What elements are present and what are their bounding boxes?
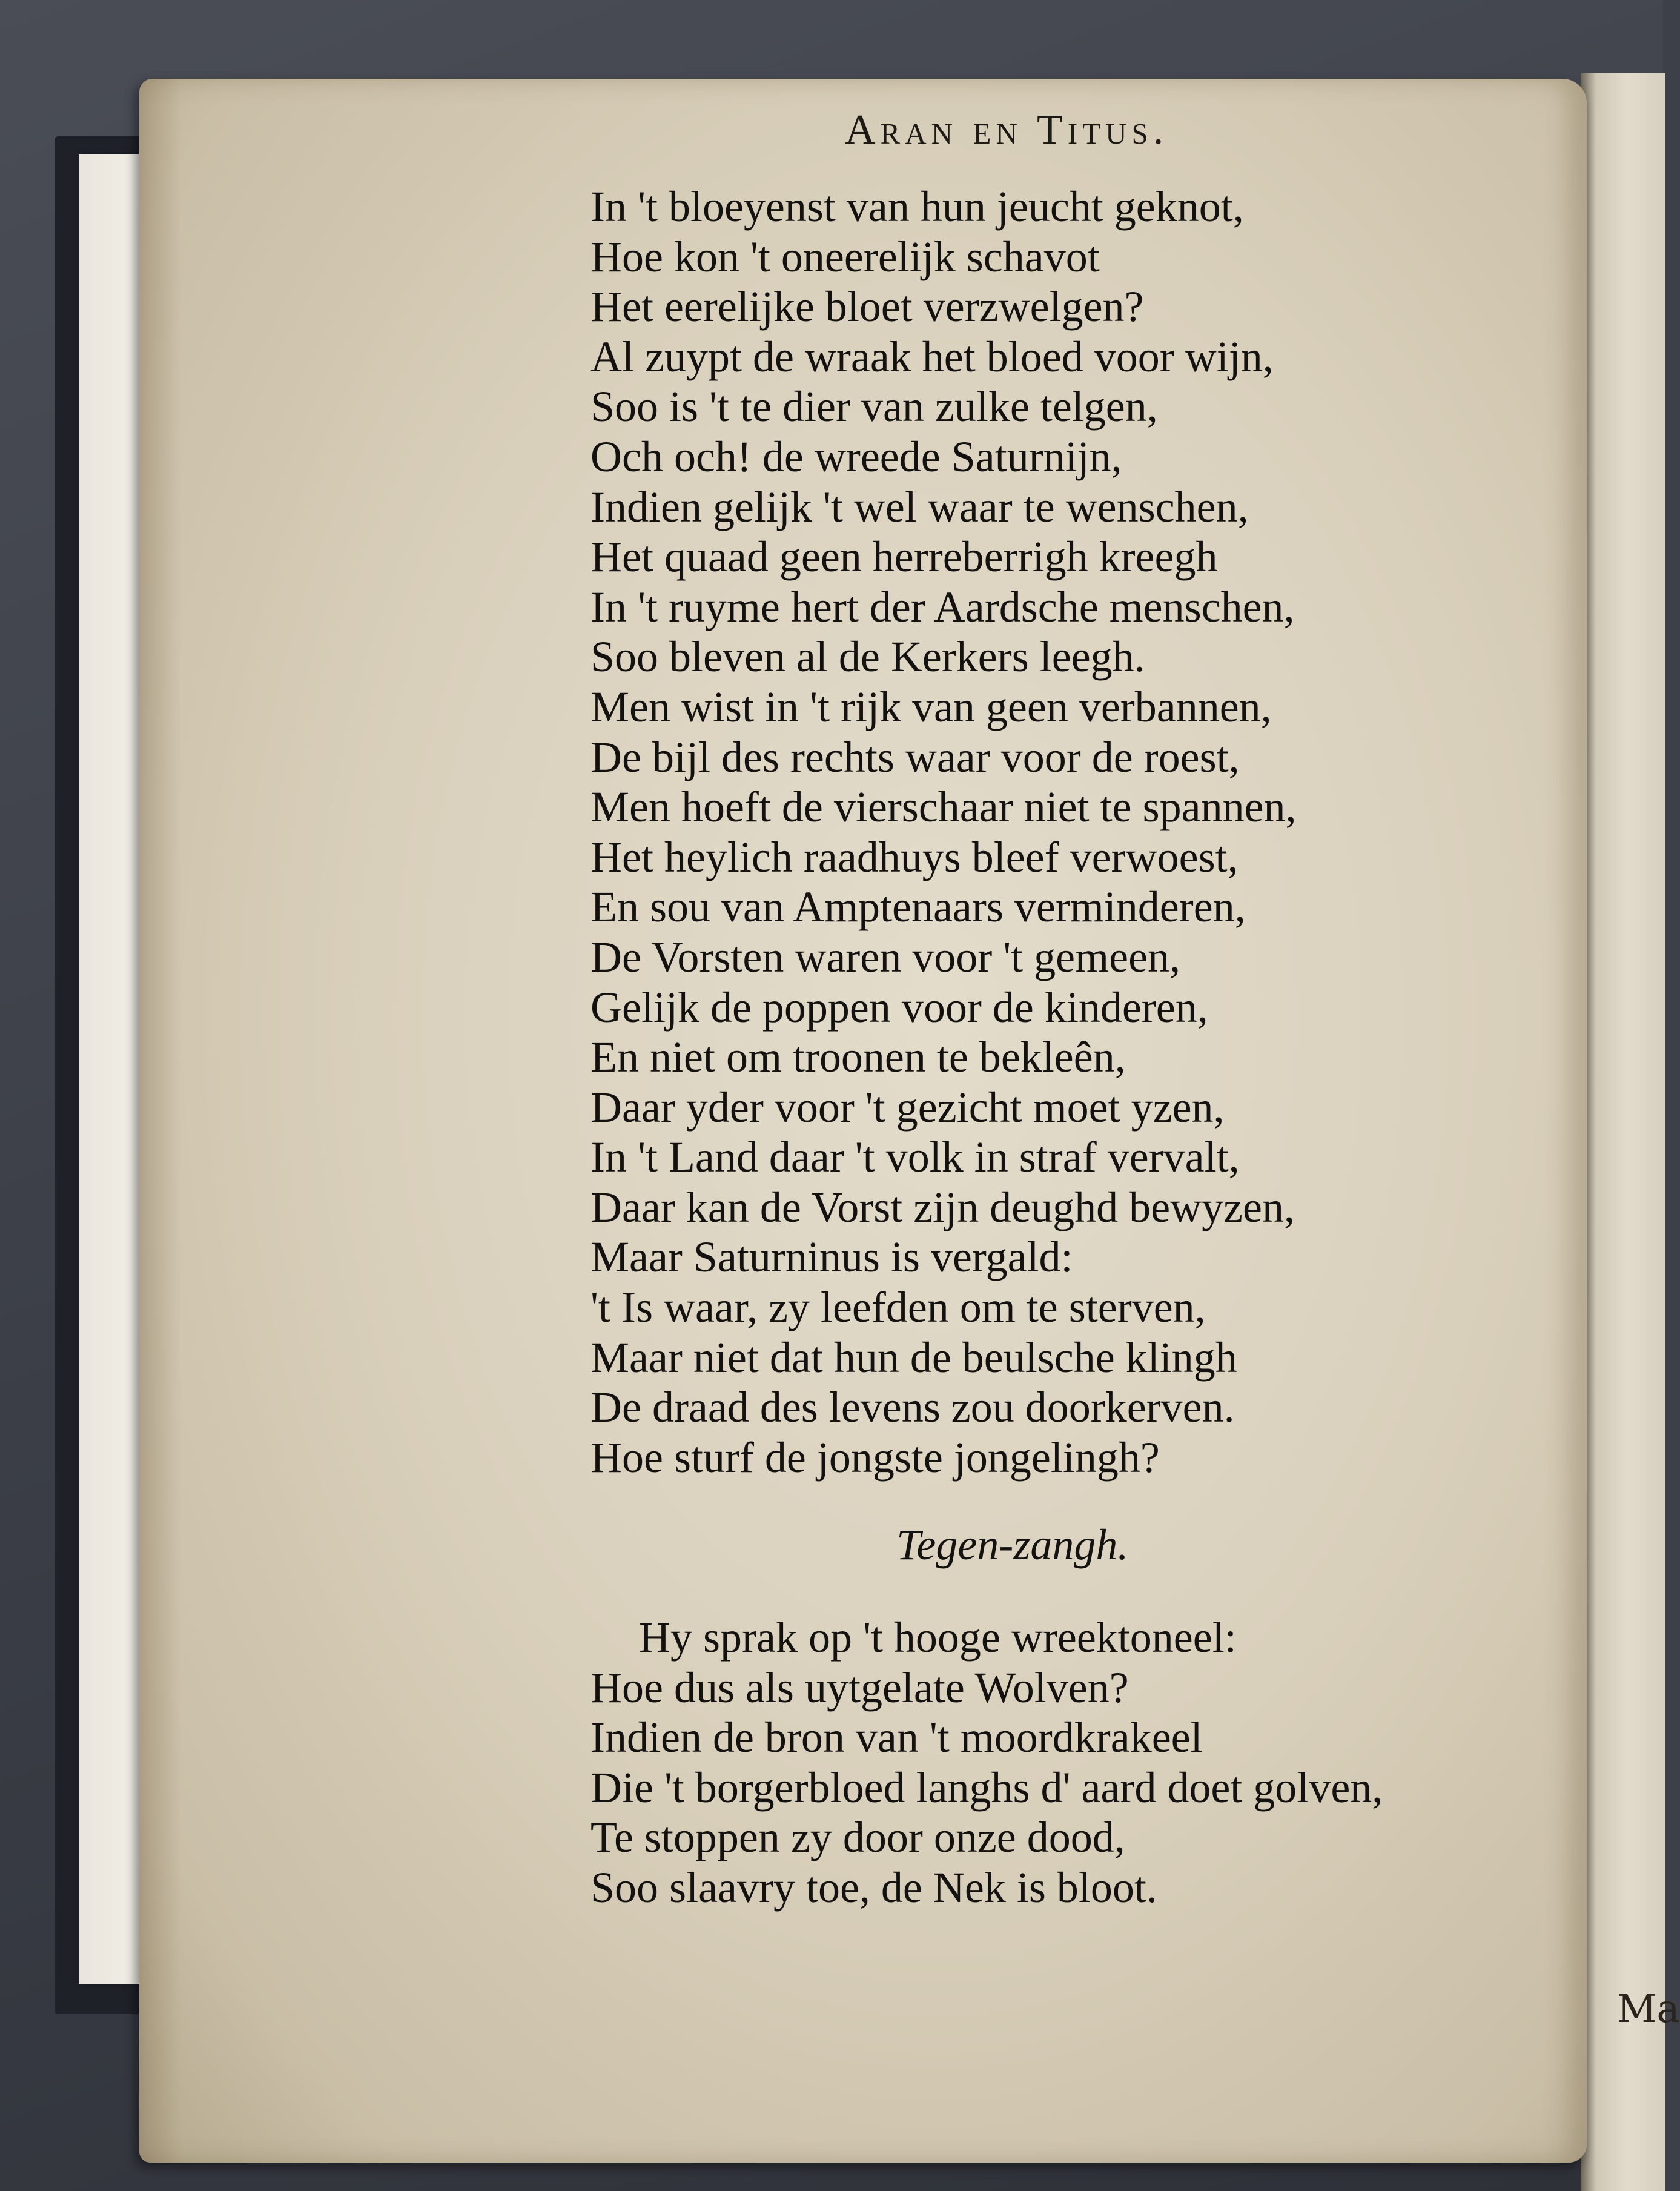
verse-line: Daar kan de Vorst zijn deughd bewyzen, <box>590 1182 1295 1231</box>
verse-line: Maar niet dat hun de beulsche klingh <box>590 1333 1237 1382</box>
verse-line: Te stoppen zy door onze dood, <box>590 1813 1125 1862</box>
verse-line: En niet om troonen te bekleên, <box>590 1033 1126 1082</box>
verse-line: De Vorsten waren voor 't gemeen, <box>590 932 1181 981</box>
verse-line: Soo bleven al de Kerkers leegh. <box>590 632 1145 681</box>
verse-line: Men wist in 't rijk van geen verbannen, <box>590 682 1272 731</box>
running-title: Aran en Titus. <box>845 107 1169 153</box>
verse-line: En sou van Amptenaars verminderen, <box>590 883 1246 932</box>
stanza-2 <box>590 1613 1499 1913</box>
verse-line: 't Is waar, zy leefden om te sterven, <box>590 1283 1206 1332</box>
verse-line: In 't bloeyenst van hun jeucht geknot, <box>590 182 1244 231</box>
verse-line: Hoe dus als uytgelate Wolven? <box>590 1663 1129 1712</box>
verse-line: Hoe sturf de jongste jongelingh? <box>590 1433 1160 1482</box>
section-heading: Tegen-zangh. <box>896 1520 1129 1569</box>
verse-line: Het eerelijke bloet verzwelgen? <box>590 282 1144 331</box>
verse-line: Hoe kon 't oneerelijk schavot <box>590 232 1100 281</box>
verse-line: In 't Land daar 't volk in straf vervalt, <box>590 1133 1240 1182</box>
verse-line: Indien de bron van 't moordkrakeel <box>590 1713 1203 1762</box>
verse-line: De bijl des rechts waar voor de roest, <box>590 732 1240 781</box>
adjacent-page-fragment: Ma <box>1617 1987 1680 2032</box>
verse-line: Daar yder voor 't gezicht moet yzen, <box>590 1082 1225 1132</box>
verse-line: In 't ruyme hert der Aardsche menschen, <box>590 582 1295 631</box>
verse-line: Men hoeft de vierschaar niet te spannen, <box>590 783 1297 832</box>
verse-line: Gelijk de poppen voor de kinderen, <box>590 983 1208 1032</box>
verse-line: De draad des levens zou doorkerven. <box>590 1383 1235 1432</box>
adjacent-page-edge <box>1581 73 1680 2191</box>
verse-line: Soo slaavry toe, de Nek is bloot. <box>590 1863 1157 1912</box>
verse-line: Och och! de wreede Saturnijn, <box>590 432 1122 481</box>
verse-line: Maar Saturninus is vergald: <box>590 1233 1073 1282</box>
verse-line: Indien gelijk 't wel waar te wenschen, <box>590 482 1249 531</box>
verse-line: Het heylich raadhuys bleef verwoest, <box>590 832 1239 881</box>
verse-line: Het quaad geen herreberrigh kreegh <box>590 532 1218 582</box>
verse-line: Die 't borgerbloed langhs d' aard doet golven, <box>590 1763 1383 1812</box>
verse-line: Al zuypt de wraak het bloed voor wijn, <box>590 332 1274 381</box>
stanza-1 <box>590 182 1499 1482</box>
verse-line: Soo is 't te dier van zulke telgen, <box>590 382 1158 431</box>
verse-line: Hy sprak op 't hooge wreektoneel: <box>639 1613 1237 1662</box>
poem-body <box>590 182 1499 1913</box>
